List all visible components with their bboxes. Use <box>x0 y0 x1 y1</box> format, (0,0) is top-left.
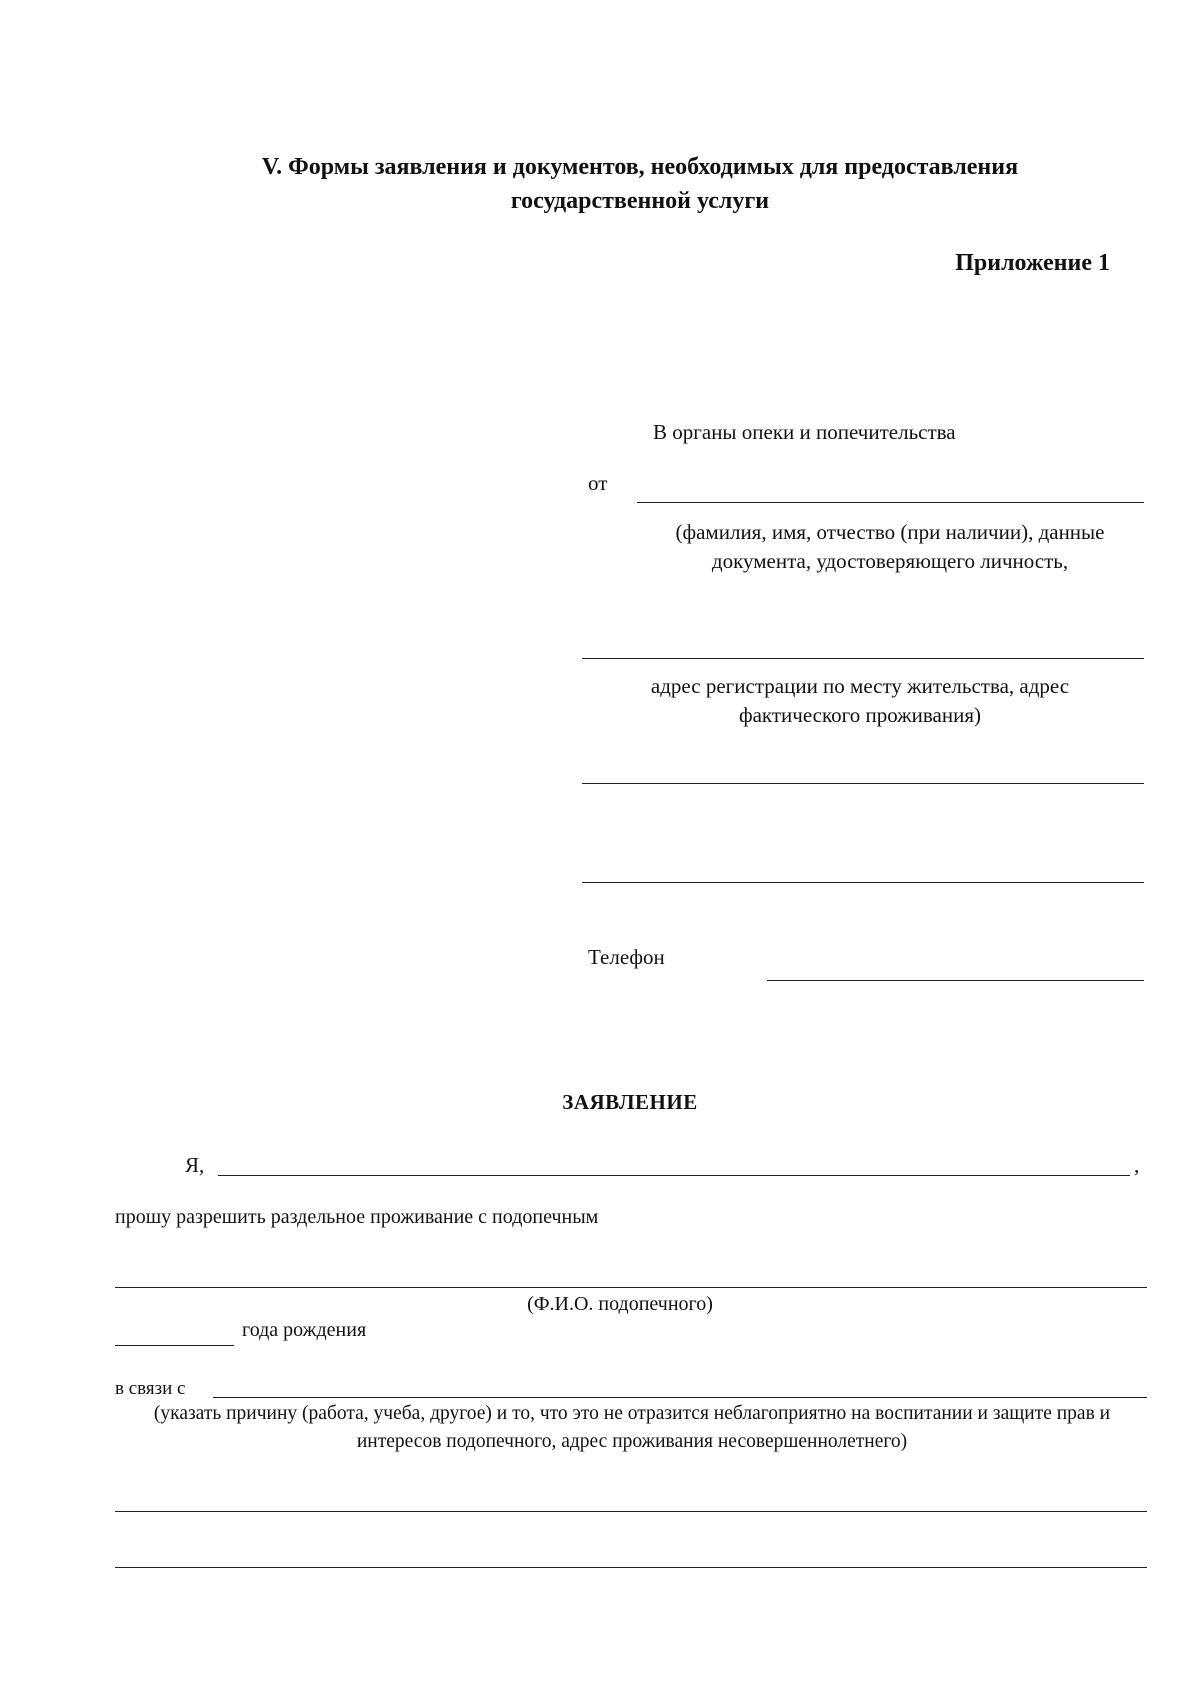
section-heading-line-2: государственной услуги <box>510 188 770 214</box>
applicant-name-field[interactable] <box>218 1175 1130 1176</box>
birth-year-text: года рождения <box>242 1319 367 1341</box>
request-text: прошу разрешить раздельное проживание с подопечным <box>115 1206 599 1228</box>
ward-name-field[interactable] <box>115 1287 1147 1288</box>
birth-year-field[interactable] <box>115 1345 234 1346</box>
i-label: Я, <box>185 1153 205 1177</box>
section-heading <box>160 150 1120 218</box>
address-field-1[interactable] <box>582 783 1144 784</box>
section-heading-line-1: V. Формы заявления и документов, необходимых для предоставления <box>261 154 1019 180</box>
from-document-field[interactable] <box>582 658 1144 659</box>
appendix-label: Приложение 1 <box>955 250 1110 276</box>
i-comma: , <box>1134 1153 1140 1177</box>
reason-field[interactable] <box>213 1397 1147 1398</box>
from-name-field[interactable] <box>637 502 1144 503</box>
ward-hint: (Ф.И.О. подопечного) <box>527 1293 713 1315</box>
phone-field[interactable] <box>767 980 1144 981</box>
reason-hint: (указать причину (работа, учеба, другое) и то, что это не отразится неблагоприятно на воспитании и защите прав и интересов подопечного, адрес проживания несовершеннолетнего) <box>153 1403 1111 1452</box>
name-hint: (фамилия, имя, отчество (при наличии), данные документа, удостоверяющего личность, <box>675 520 1105 573</box>
application-title: ЗАЯВЛЕНИЕ <box>562 1090 698 1114</box>
reason-label: в связи с <box>115 1378 186 1399</box>
phone-label: Телефон <box>588 945 665 969</box>
addressee-to: В органы опеки и попечительства <box>653 420 956 444</box>
reason-details-field-1[interactable] <box>115 1511 1147 1512</box>
address-hint: адрес регистрации по месту жительства, адрес фактического проживания) <box>650 674 1070 727</box>
reason-details-field-2[interactable] <box>115 1567 1147 1568</box>
address-field-2[interactable] <box>582 882 1144 883</box>
from-label: от <box>588 471 608 495</box>
